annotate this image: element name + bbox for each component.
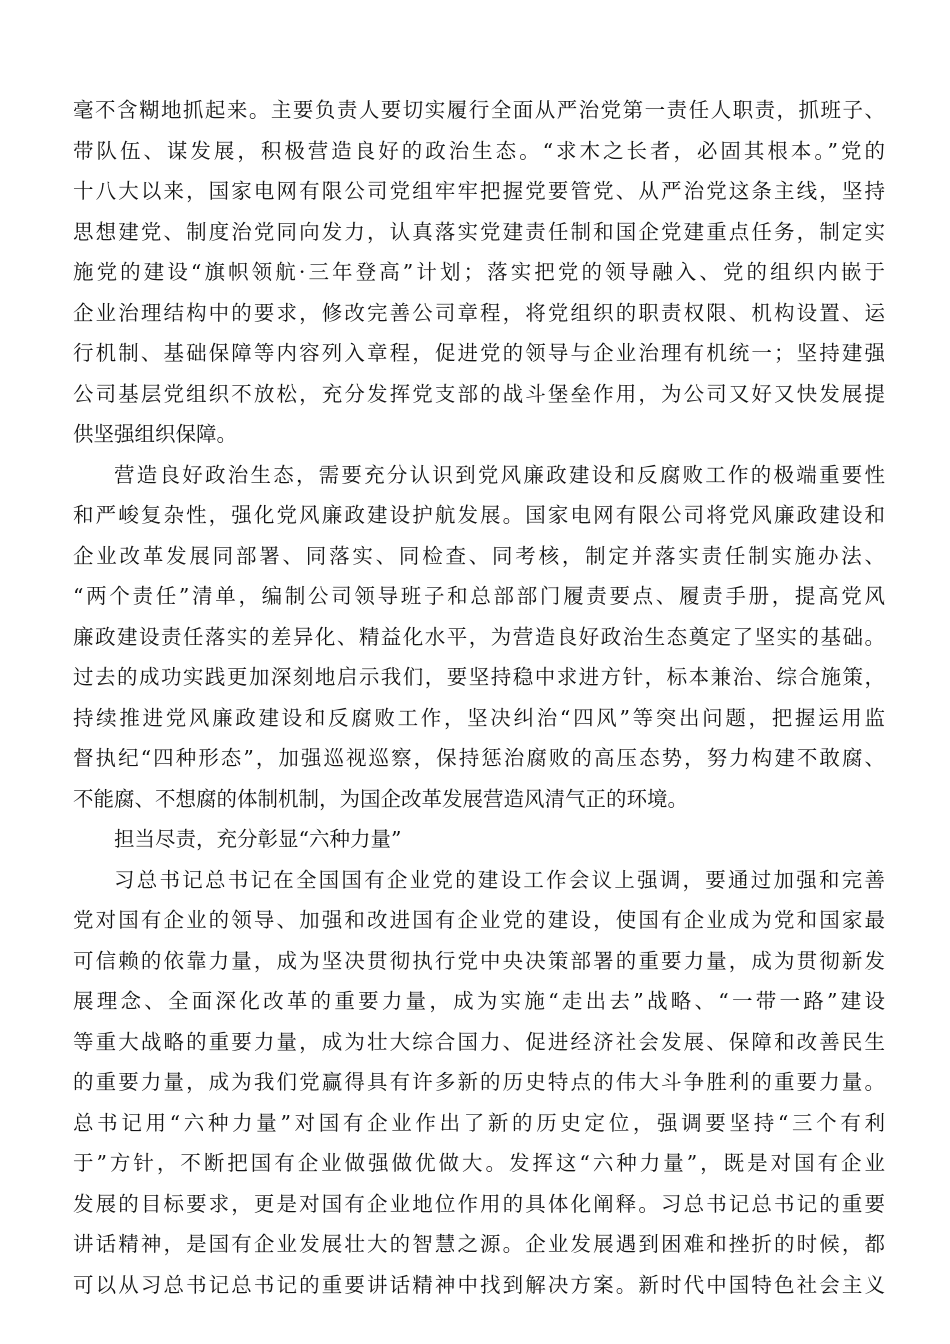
- section-heading: [73, 819, 885, 860]
- text-line: 企业改革发展同部署、同落实、同检查、同考核，制定并落实责任制实施办法、: [73, 543, 885, 568]
- text-line: 可信赖的依靠力量，成为坚决贯彻执行党中央决策部署的重要力量，成为贯彻新发: [73, 948, 885, 973]
- paragraph-1: [73, 90, 885, 455]
- paragraph-2: [73, 455, 885, 820]
- text-line: 习总书记总书记在全国国有企业党的建设工作会议上强调，要通过加强和完善: [114, 867, 885, 892]
- text-line: 展理念、全面深化改革的重要力量，成为实施“走出去”战略、“一带一路”建设: [73, 989, 885, 1013]
- text-line: 于”方针，不断把国有企业做强做优做大。发挥这“六种力量”，既是对国有企业: [73, 1151, 885, 1175]
- text-line: 供坚强组织保障。: [73, 422, 237, 446]
- text-line: 毫不含糊地抓起来。主要负责人要切实履行全面从严治党第一责任人职责，抓班子、: [73, 98, 885, 122]
- text-line: 总书记用“六种力量”对国有企业作出了新的历史定位，强调要坚持“三个有利: [73, 1110, 885, 1135]
- text-line: 企业治理结构中的要求，修改完善公司章程，将党组织的职责权限、机构设置、运: [73, 300, 885, 325]
- text-line: 和严峻复杂性，强化党风廉政建设护航发展。国家电网有限公司将党风廉政建设和: [73, 503, 885, 527]
- text-line: 思想建党、制度治党同向发力，认真落实党建责任制和国企党建重点任务，制定实: [73, 219, 885, 244]
- text-line: 十八大以来，国家电网有限公司党组牢牢把握党要管党、从严治党这条主线，坚持: [73, 179, 885, 203]
- text-line: 可以从习总书记总书记的重要讲话精神中找到解决方案。新时代中国特色社会主义: [73, 1272, 885, 1297]
- text-line: 等重大战略的重要力量，成为壮大综合国力、促进经济社会发展、保障和改善民生: [73, 1029, 885, 1054]
- text-line: 行机制、基础保障等内容列入章程，促进党的领导与企业治理有机统一；坚持建强: [73, 341, 885, 365]
- text-line: “两个责任”清单，编制公司领导班子和总部部门履责要点、履责手册，提高党风: [73, 584, 885, 608]
- text-line: 持续推进党风廉政建设和反腐败工作，坚决纠治“四风”等突出问题，把握运用监: [73, 705, 885, 730]
- text-line: 施党的建设“旗帜领航·三年登高”计划；落实把党的领导融入、党的组织内嵌于: [73, 260, 885, 284]
- text-line: 廉政建设责任落实的差异化、精益化水平，为营造良好政治生态奠定了坚实的基础。: [73, 624, 885, 649]
- text-line: 不能腐、不想腐的体制机制，为国企改革发展营造风清气正的环境。: [73, 786, 688, 811]
- text-line: 公司基层党组织不放松，充分发挥党支部的战斗堡垒作用，为公司又好又快发展提: [73, 381, 885, 406]
- text-line: 的重要力量，成为我们党赢得具有许多新的历史特点的伟大斗争胜利的重要力量。: [73, 1070, 885, 1094]
- text-line: 带队伍、谋发展，积极营造良好的政治生态。“求木之长者，必固其根本。”党的: [73, 138, 885, 163]
- text-line: 党对国有企业的领导、加强和改进国有企业党的建设，使国有企业成为党和国家最: [73, 908, 885, 932]
- text-line: 督执纪“四种形态”，加强巡视巡察，保持惩治腐败的高压态势，努力构建不敢腐、: [73, 746, 885, 770]
- text-line: 过去的成功实践更加深刻地启示我们，要坚持稳中求进方针，标本兼治、综合施策，: [73, 665, 885, 689]
- section-heading-text: 担当尽责，充分彰显“六种力量”: [114, 827, 402, 851]
- text-line: 讲话精神，是国有企业发展壮大的智慧之源。企业发展遇到困难和挫折的时候，都: [73, 1232, 885, 1256]
- text-line: 营造良好政治生态，需要充分认识到党风廉政建设和反腐败工作的极端重要性: [114, 462, 885, 487]
- paragraph-3: [73, 860, 885, 1306]
- document-page: [73, 90, 885, 1305]
- text-line: 发展的目标要求，更是对国有企业地位作用的具体化阐释。习总书记总书记的重要: [73, 1191, 885, 1216]
